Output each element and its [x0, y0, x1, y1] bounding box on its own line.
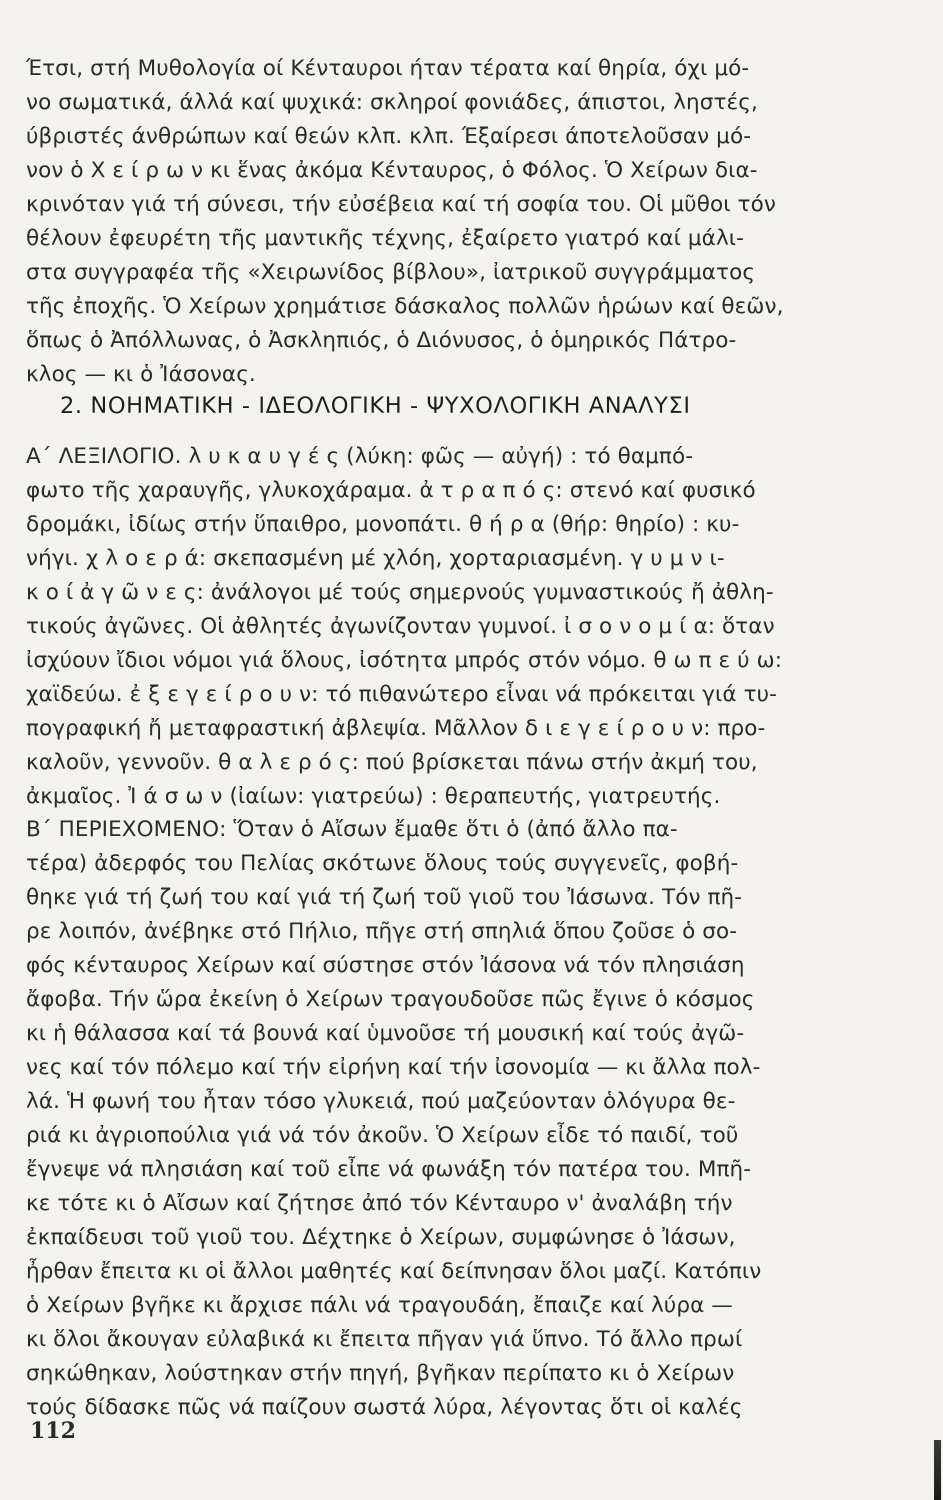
text-line: θέλουν ἐφευρέτη τῆς μαντικῆς τέχνης, ἐξαίρετο γιατρό καί μάλι-	[26, 226, 745, 251]
text-line: ὁ Χείρων βγῆκε κι ἄρχισε πάλι νά τραγουδάη, ἔπαιζε καί λύρα —	[26, 1293, 733, 1318]
text-line: νον ὁ Χ ε ί ρ ω ν κι ἕνας ἀκόμα Κένταυρος, ὁ Φόλος. Ὁ Χείρων δια-	[26, 158, 758, 183]
text-line: καλοῦν, γεννοῦν. θ α λ ε ρ ό ς: πού βρίσκεται πάνω στήν ἀκμή του,	[26, 750, 758, 775]
text-line: ἦρθαν ἔπειτα κι οἱ ἄλλοι μαθητές καί δείπνησαν ὅλοι μαζί. Κατόπιν	[26, 1259, 762, 1284]
paragraph-vocabulary	[26, 440, 881, 814]
text-line: Α΄ ΛΕΞΙΛΟΓΙΟ. λ υ κ α υ γ έ ς (λύκη: φῶς — αὐγή) : τό θαμπό-	[26, 444, 694, 469]
text-line: λά. Ἡ φωνή του ἦταν τόσο γλυκειά, πού μαζεύονταν ὁλόγυρα θε-	[26, 1089, 736, 1114]
text-line: κλος — κι ὁ Ἰάσονας.	[26, 362, 256, 387]
text-line: ριά κι ἀγριοπούλια γιά νά τόν ἀκοῦν. Ὁ Χείρων εἶδε τό παιδί, τοῦ	[26, 1123, 739, 1148]
text-line: νες καί τόν πόλεμο καί τήν εἰρήνη καί τήν ἰσονομία — κι ἄλλα πολ-	[26, 1055, 761, 1080]
text-line: ἀκμαῖος. Ἰ ά σ ω ν (ἰαίων: γιατρεύω) : θεραπευτής, γιατρευτής.	[26, 784, 721, 809]
paragraph-content	[26, 813, 881, 1425]
page-number: 112	[30, 1418, 76, 1444]
text-line: κι ὅλοι ἄκουγαν εὐλαβικά κι ἔπειτα πῆγαν γιά ὕπνο. Τό ἄλλο πρωί	[26, 1327, 743, 1352]
paragraph-centaurs	[26, 52, 881, 392]
page-edge-shadow	[934, 1440, 941, 1500]
text-line: κ ο ί ἀ γ ῶ ν ε ς: ἀνάλογοι μέ τούς σημερνούς γυμναστικούς ἤ ἀθλη-	[26, 580, 774, 605]
text-line: τικούς ἀγῶνες. Οἱ ἀθλητές ἀγωνίζονταν γυμνοί. ἰ σ ο ν ο μ ί α: ὅταν	[26, 614, 775, 639]
text-line: δρομάκι, ἰδίως στήν ὕπαιθρο, μονοπάτι. θ ή ρ α (θήρ: θηρίο) : κυ-	[26, 512, 740, 537]
text-line: τούς δίδασκε πῶς νά παίζουν σωστά λύρα, λέγοντας ὅτι οἱ καλές	[26, 1395, 743, 1420]
text-line: ρε λοιπόν, ἀνέβηκε στό Πήλιο, πῆγε στή σπηλιά ὅπου ζοῦσε ὁ σο-	[26, 919, 738, 944]
text-line: κε τότε κι ὁ Αἴσων καί ζήτησε ἀπό τόν Κένταυρο ν' ἀναλάβη τήν	[26, 1191, 733, 1216]
text-line: νήγι. χ λ ο ε ρ ά: σκεπασμένη μέ χλόη, χορταριασμένη. γ υ μ ν ι-	[26, 546, 725, 571]
text-line: τέρα) ἀδερφός του Πελίας σκότωνε ὅλους τούς συγγενεῖς, φοβή-	[26, 851, 739, 876]
text-line: ὅπως ὁ Ἀπόλλωνας, ὁ Ἀσκληπιός, ὁ Διόνυσος, ὁ ὁμηρικός Πάτρο-	[26, 328, 737, 353]
text-line: Β΄ ΠΕΡΙΕΧΟΜΕΝΟ: Ὅταν ὁ Αἴσων ἔμαθε ὅτι ὁ (ἀπό ἄλλο πα-	[26, 817, 678, 842]
text-line: κι ἡ θάλασσα καί τά βουνά καί ὑμνοῦσε τή μουσική καί τούς ἀγῶ-	[26, 1021, 745, 1046]
text-line: φωτο τῆς χαραυγῆς, γλυκοχάραμα. ἀ τ ρ α π ό ς: στενό καί φυσικό	[26, 478, 756, 503]
text-line: θηκε γιά τή ζωή του καί γιά τή ζωή τοῦ γιοῦ του Ἰάσωνα. Τόν πῆ-	[26, 885, 743, 910]
text-line: στα συγγραφέα τῆς «Χειρωνίδος βίβλου», ἰατρικοῦ συγγράμματος	[26, 260, 756, 285]
section-heading: 2. ΝΟΗΜΑΤΙΚΗ - ΙΔΕΟΛΟΓΙΚΗ - ΨΥΧΟΛΟΓΙΚΗ ΑΝΑΛΥΣΙ	[60, 393, 691, 419]
text-line: Έτσι, στή Μυθολογία οί Κένταυροι ήταν τέρατα καί θηρία, όχι μό-	[26, 56, 750, 81]
text-line: ἐκπαίδευσι τοῦ γιοῦ του. Δέχτηκε ὁ Χείρων, συμφώνησε ὁ Ἰάσων,	[26, 1225, 736, 1250]
text-line: ἔγνεψε νά πλησιάση καί τοῦ εἶπε νά φωνάξη τόν πατέρα του. Μπῆ-	[26, 1157, 752, 1182]
text-line: ἄφοβα. Τήν ὥρα ἐκείνη ὁ Χείρων τραγουδοῦσε πῶς ἔγινε ὁ κόσμος	[26, 987, 755, 1012]
text-line: φός κένταυρος Χείρων καί σύστησε στόν Ἰάσονα νά τόν πλησιάση	[26, 953, 745, 978]
text-line: κρινόταν γιά τή σύνεσι, τήν εὐσέβεια καί τή σοφία του. Οἱ μῦθοι τόν	[26, 192, 776, 217]
text-line: τῆς ἐποχῆς. Ὁ Χείρων χρημάτισε δάσκαλος πολλῶν ἡρώων καί θεῶν,	[26, 294, 784, 319]
text-line: νο σωματικά, άλλά καί ψυχικά: σκληροί φονιάδες, άπιστοι, ληστές,	[26, 90, 758, 115]
text-line: ἰσχύουν ἴδιοι νόμοι γιά ὅλους, ἰσότητα μπρός στόν νόμο. θ ω π ε ύ ω:	[26, 648, 783, 673]
text-line: πογραφική ἤ μεταφραστική ἀβλεψία. Μᾶλλον δ ι ε γ ε ί ρ ο υ ν: προ-	[26, 716, 766, 741]
text-line: σηκώθηκαν, λούστηκαν στήν πηγή, βγῆκαν περίπατο κι ὁ Χείρων	[26, 1361, 735, 1386]
text-line: ύβριστές άνθρώπων καί θεών κλπ. κλπ. Έξαίρεσι άποτελοῦσαν μό-	[26, 124, 752, 149]
text-line: χαϊδεύω. ἐ ξ ε γ ε ί ρ ο υ ν: τό πιθανώτερο εἶναι νά πρόκειται γιά τυ-	[26, 682, 778, 707]
